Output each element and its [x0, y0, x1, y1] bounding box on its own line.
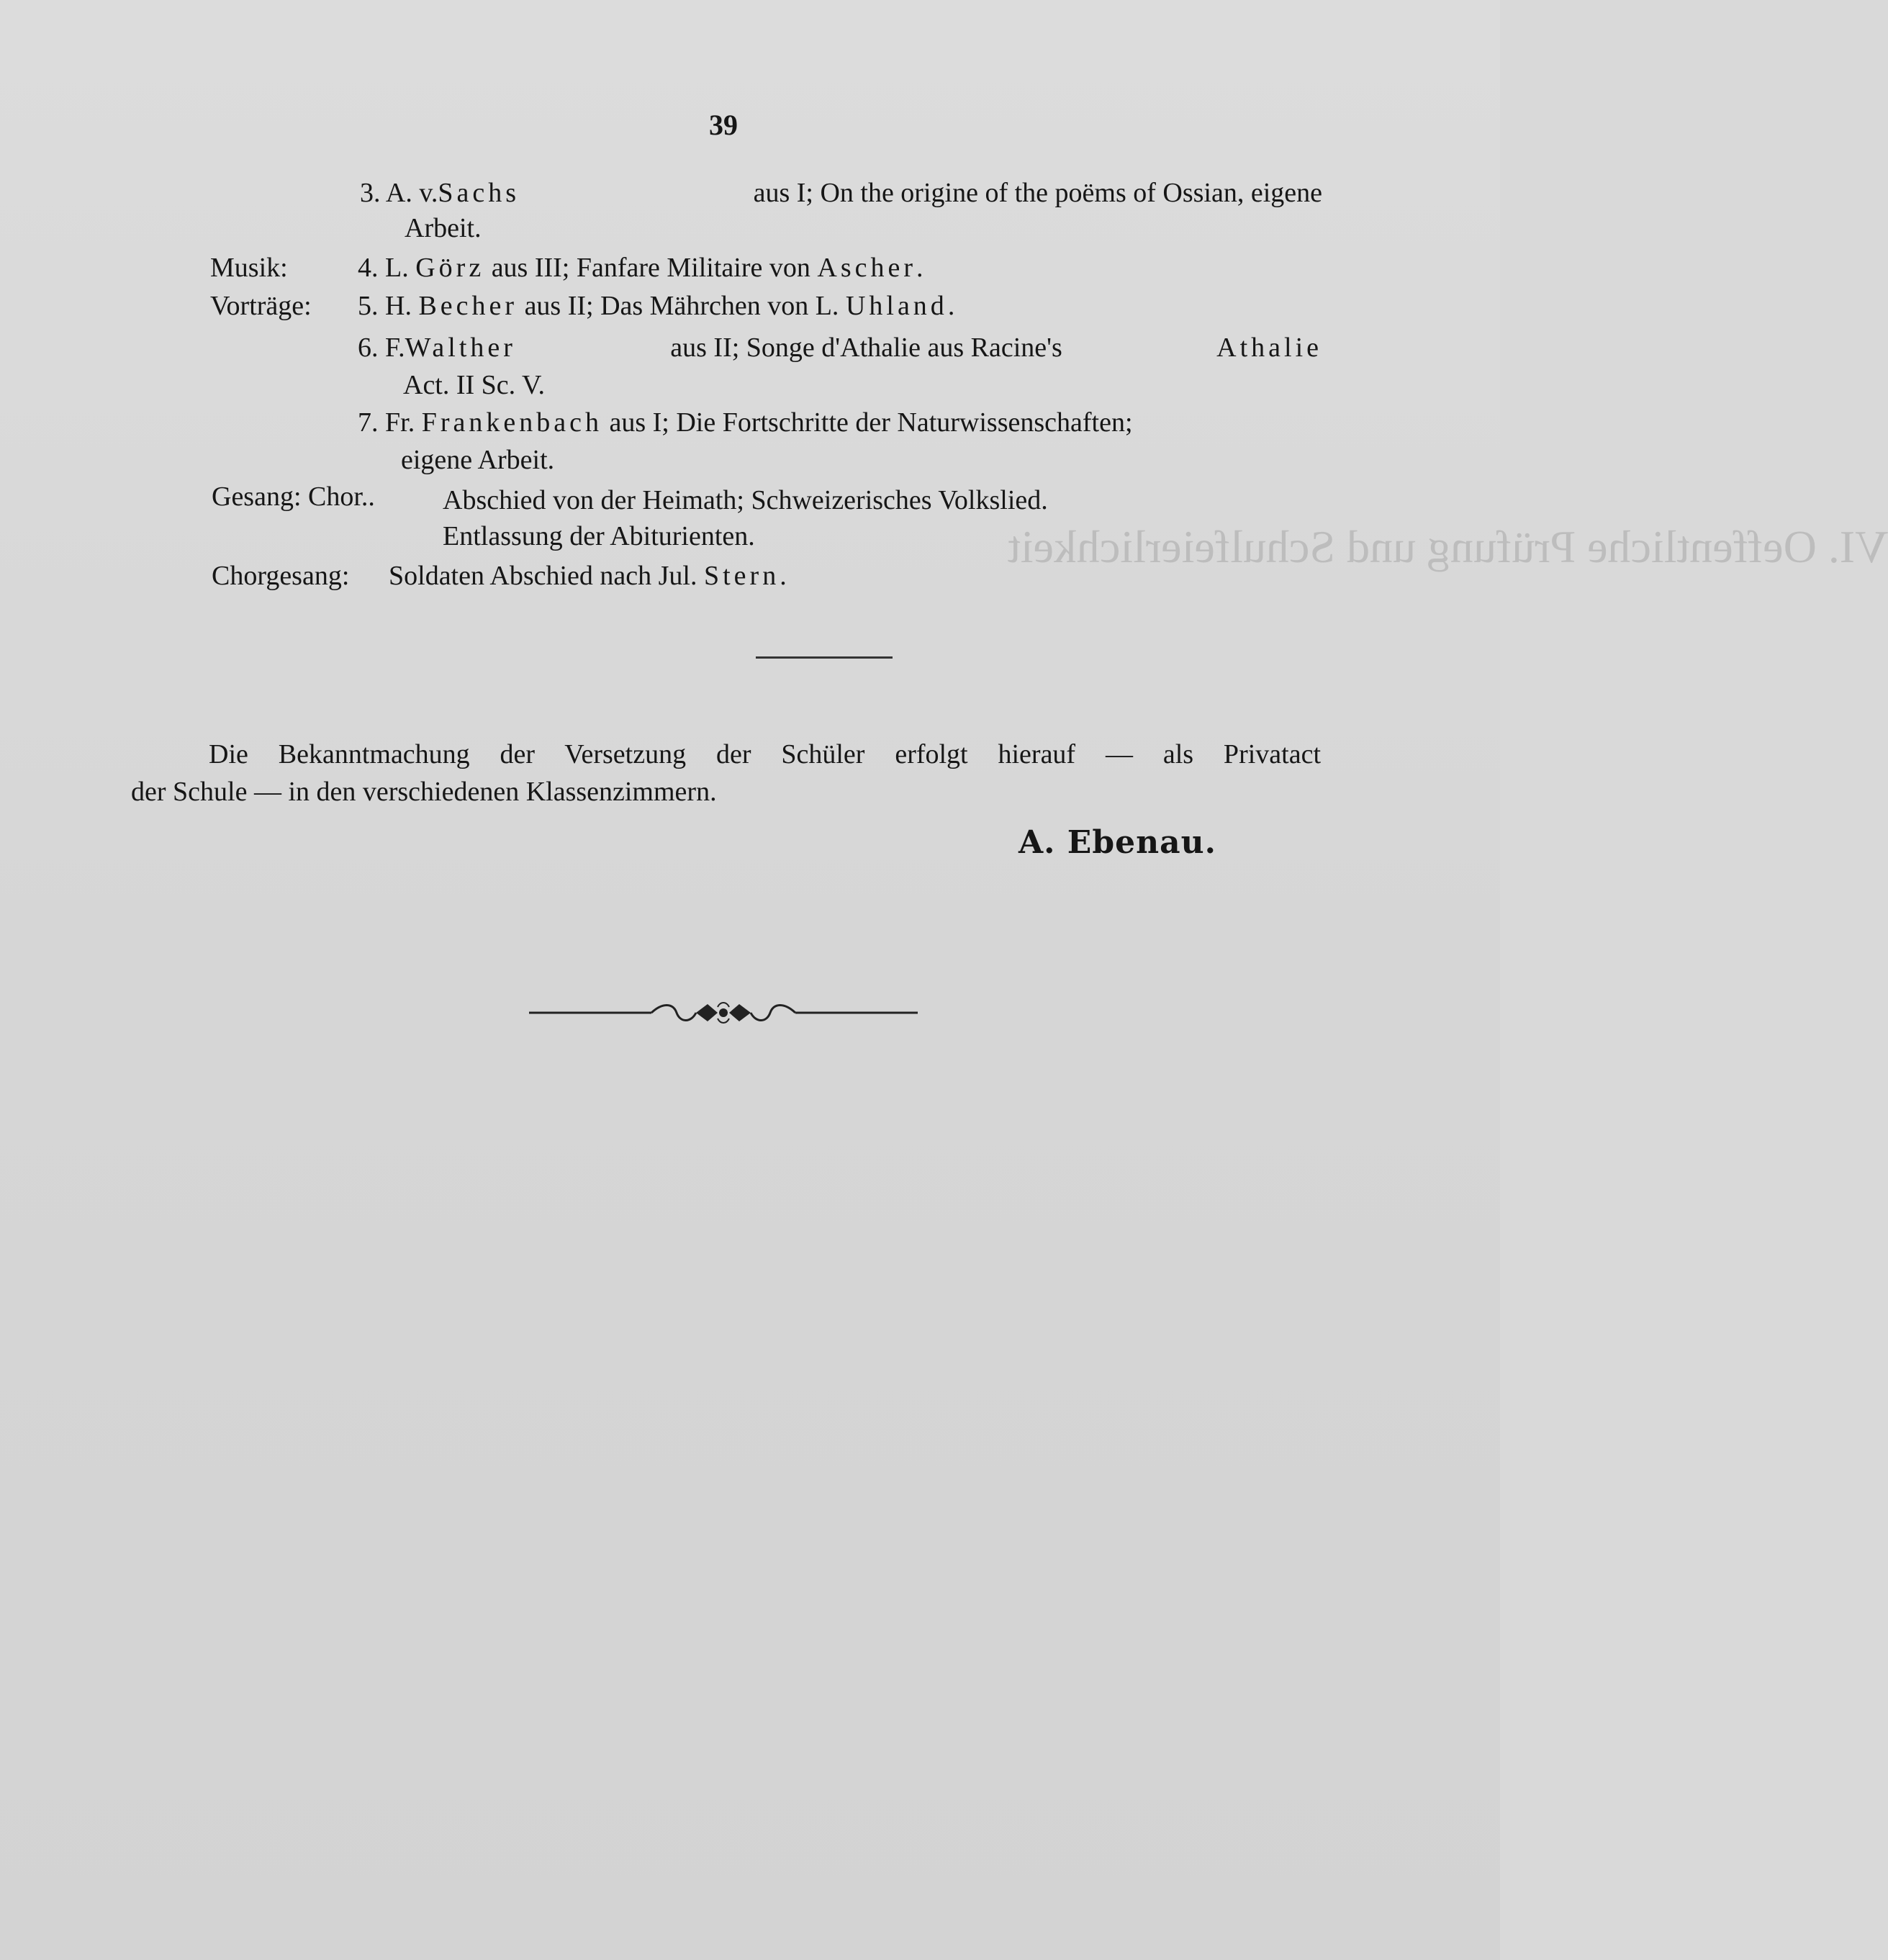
- item-6-work: Athalie: [1216, 333, 1322, 363]
- item-4-text: aus III; Fanfare Militaire von: [484, 253, 818, 283]
- item-7-prefix: 7. Fr.: [358, 407, 422, 438]
- item-7-text: aus I; Die Fortschritte der Naturwissenschaften: [602, 407, 1125, 438]
- item-3-prefix: 3. A. v.: [360, 178, 438, 208]
- item-7-name: Frankenbach: [421, 407, 602, 438]
- item-7-end: ;: [1124, 407, 1133, 438]
- item-5-author: Uhland: [845, 291, 948, 321]
- item-5-prefix: 5. H.: [358, 291, 419, 321]
- program-item-6: [358, 330, 1322, 366]
- announcement-line-1: Die Bekanntmachung der Versetzung der Schüler erfolgt hierauf — als Privatact: [209, 739, 1321, 769]
- item-7-cont: eigene Arbeit.: [401, 445, 555, 475]
- gesang-text: Abschied von der Heimath; Schweizerisches Volkslied.: [443, 485, 1048, 515]
- item-4-composer: Ascher: [817, 253, 916, 283]
- program-item-7: [358, 405, 1133, 441]
- entlassung-text: Entlassung der Abiturienten.: [443, 521, 755, 551]
- page-number: 39: [709, 109, 738, 141]
- program-item-5: [358, 288, 954, 324]
- item-5-name: Becher: [418, 291, 518, 321]
- chorgesang-name: Stern: [703, 561, 780, 591]
- bleed-through-text: VI. Oeffentliche Prüfung und Schulfeierlichkeit: [1008, 521, 1888, 572]
- chorgesang-end: .: [780, 561, 787, 591]
- item-4-prefix: 4. L.: [358, 253, 416, 283]
- item-5-text: aus II; Das Mährchen von L.: [518, 291, 846, 321]
- vortraege-label: Vorträge:: [210, 291, 312, 321]
- item-3-text: aus I; On the origine of the poëms of Ossian, eigene: [753, 178, 1322, 208]
- chorgesang-text: Soldaten Abschied nach Jul.: [389, 561, 704, 591]
- flourish-ornament-icon: [529, 997, 918, 1037]
- item-6-text: aus II; Songe d'Athalie aus Racine's: [670, 333, 1062, 363]
- item-6-cont: Act. II Sc. V.: [403, 370, 546, 400]
- item-3-rest: [438, 175, 1322, 211]
- item-5-end: .: [947, 291, 955, 321]
- item-6-prefix: 6. F.: [358, 333, 405, 363]
- program-item-3: [360, 175, 1322, 211]
- section-divider: [756, 656, 893, 659]
- item-3-cont: Arbeit.: [405, 213, 482, 243]
- item-6-name: Walther: [405, 333, 516, 363]
- gesang-label: Gesang: Chor..: [212, 482, 375, 512]
- chorgesang-label: Chorgesang:: [212, 561, 350, 591]
- musik-label: Musik:: [210, 253, 288, 283]
- chorgesang-line: [389, 558, 787, 594]
- item-4-name: Görz: [415, 253, 485, 283]
- item-4-end: .: [916, 253, 923, 283]
- item-3-name: Sachs: [438, 178, 520, 208]
- signature: A. Ebenau.: [1018, 824, 1216, 861]
- announcement-line-2: der Schule — in den verschiedenen Klassenzimmern.: [131, 777, 717, 807]
- program-item-4: [358, 250, 923, 286]
